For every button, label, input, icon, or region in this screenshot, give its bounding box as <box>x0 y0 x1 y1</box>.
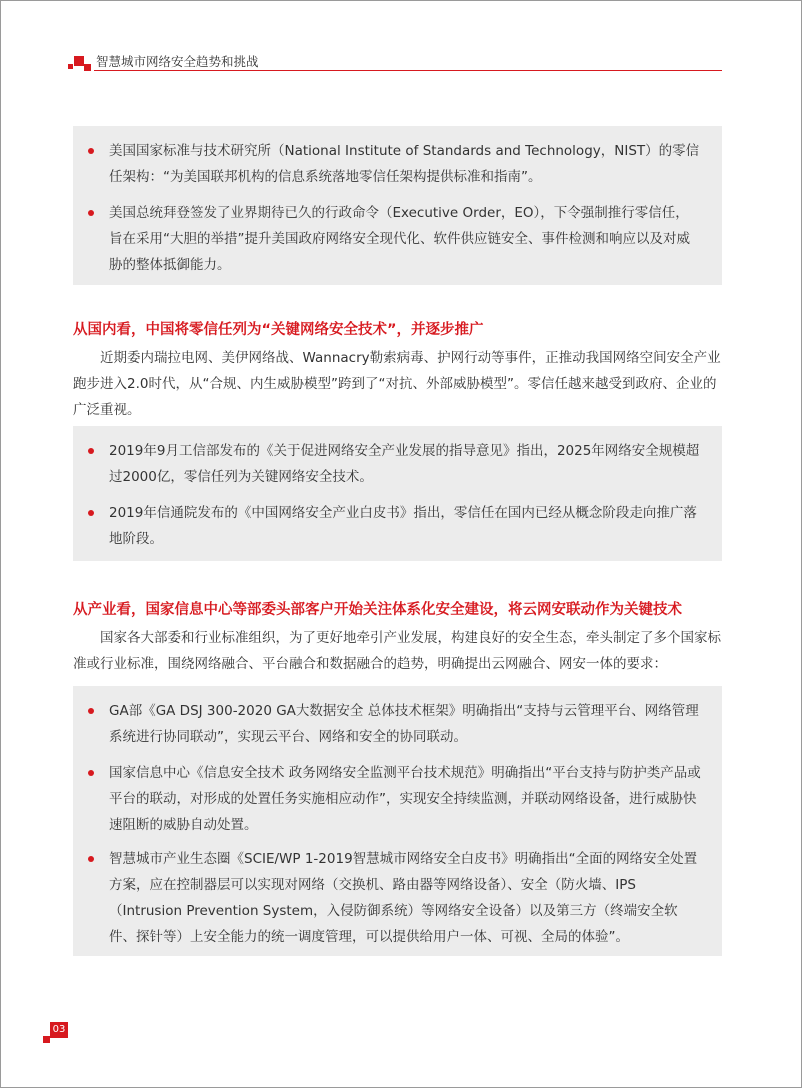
highlight-box-industry <box>73 686 722 956</box>
list-item-text: 2019年信通院发布的《中国网络安全产业白皮书》指出，零信任在国内已经从概念阶段走向推广落地阶段。 <box>109 505 697 547</box>
header-rule <box>94 70 722 71</box>
logo-square-small <box>84 64 91 71</box>
page-header <box>50 50 722 72</box>
page-number: 03 <box>50 1022 68 1038</box>
paragraph-domestic <box>73 345 723 423</box>
bullet-dot-icon <box>88 448 94 454</box>
list-item <box>109 138 702 190</box>
highlight-box-us-policy <box>73 126 722 285</box>
list-item-text: 2019年9月工信部发布的《关于促进网络安全产业发展的指导意见》指出，2025年网络安全规模超过2000亿，零信任列为关键网络安全技术。 <box>109 443 700 485</box>
paragraph-industry <box>73 625 723 677</box>
list-item-text: 国家信息中心《信息安全技术 政务网络安全监测平台技术规范》明确指出“平台支持与防护类产品或平台的联动，对形成的处置任务实施相应动作”，实现安全持续监测，并联动网络设备，进行威胁快速阻断的威胁自动处置。 <box>109 765 701 833</box>
list-item-text: 智慧城市产业生态圈《SCIE/WP 1-2019智慧城市网络安全白皮书》明确指出“全面的网络安全处置方案，应在控制器层可以实现对网络（交换机、路由器等网络设备）、安全（防火墙、IPS（Intrusion Prevention System，入侵防御系统）等网络安全设备）以及第三方（终端安全软件、探针等）上安全能力的统一调度管理，可以提供给用户一体、可视、全局的体验”。 <box>109 851 698 945</box>
list-item <box>109 760 702 838</box>
logo-square-mini <box>68 64 73 69</box>
bullet-dot-icon <box>88 510 94 516</box>
list-item <box>109 438 702 490</box>
list-item <box>109 698 702 750</box>
bullet-dot-icon <box>88 770 94 776</box>
header-title: 智慧城市网络安全趋势和挑战 <box>96 54 259 69</box>
footer-square <box>43 1036 50 1043</box>
paragraph-text: 近期委内瑞拉电网、美伊网络战、Wannacry勒索病毒、护网行动等事件，正推动我国网络空间安全产业跑步进入2.0时代，从“合规、内生威胁模型”跨到了“对抗、外部威胁模型”。零信任越来越受到政府、企业的广泛重视。 <box>73 350 721 418</box>
list-item <box>109 846 702 950</box>
list-item <box>109 200 702 278</box>
list-item-text: 美国总统拜登签发了业界期待已久的行政命令（Executive Order，EO），下令强制推行零信任，旨在采用“大胆的举措”提升美国政府网络安全现代化、软件供应链安全、事件检测和响应以及对威胁的整体抵御能力。 <box>109 205 690 273</box>
section-title-industry: 从产业看，国家信息中心等部委头部客户开始关注体系化安全建设，将云网安联动作为关键技术 <box>73 602 682 618</box>
logo-square-large <box>74 56 84 66</box>
bullet-dot-icon <box>88 708 94 714</box>
bullet-dot-icon <box>88 856 94 862</box>
list-item-text: 美国国家标准与技术研究所（National Institute of Standards and Technology，NIST）的零信任架构：“为美国联邦机构的信息系统落地零信任架构提供标准和指南”。 <box>109 143 700 185</box>
bullet-dot-icon <box>88 148 94 154</box>
list-item <box>109 500 702 552</box>
list-item-text: GA部《GA DSJ 300-2020 GA大数据安全 总体技术框架》明确指出“支持与云管理平台、网络管理系统进行协同联动”，实现云平台、网络和安全的协同联动。 <box>109 703 699 745</box>
bullet-dot-icon <box>88 210 94 216</box>
section-title-domestic: 从国内看，中国将零信任列为“关键网络安全技术”，并逐步推广 <box>73 322 484 338</box>
highlight-box-domestic <box>73 426 722 561</box>
paragraph-text: 国家各大部委和行业标准组织，为了更好地牵引产业发展，构建良好的安全生态，牵头制定了多个国家标准或行业标准，围绕网络融合、平台融合和数据融合的趋势，明确提出云网融合、网安一体的要求： <box>73 630 721 672</box>
